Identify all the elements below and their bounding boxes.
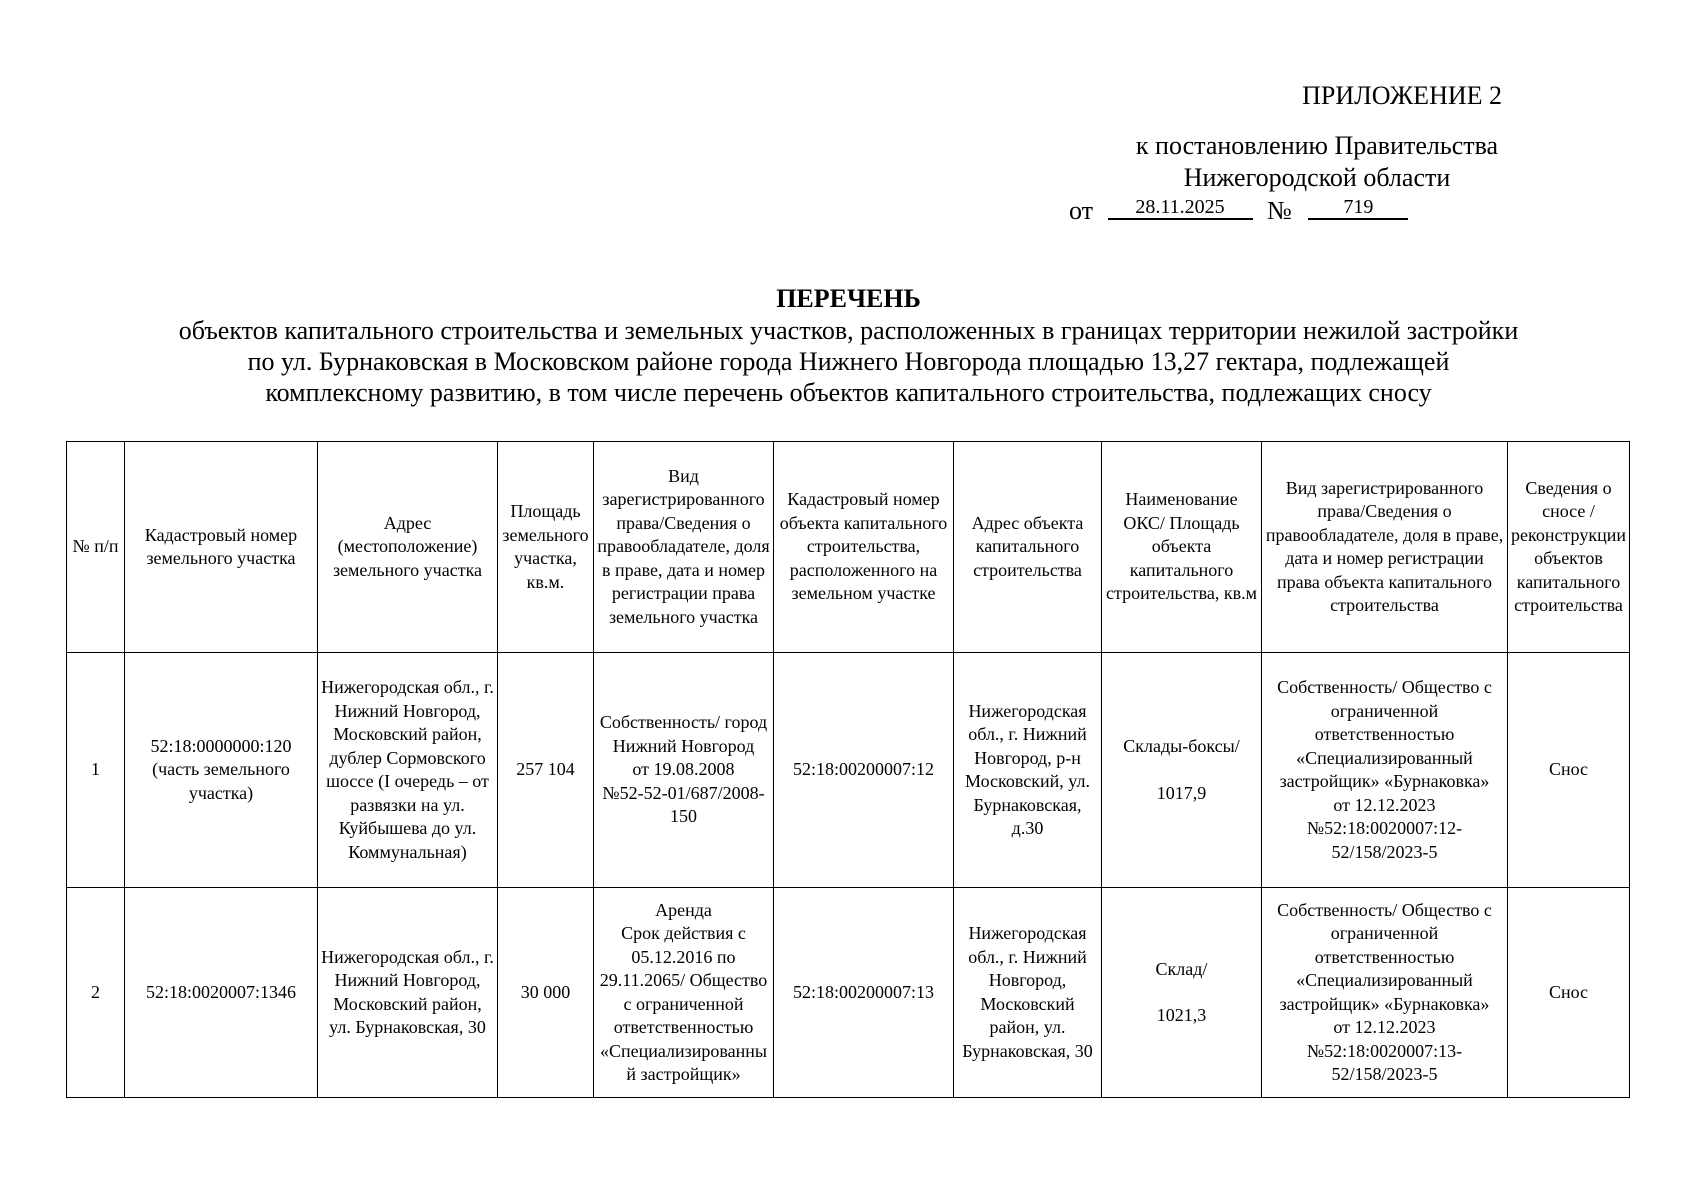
cell-oks-name-area: [1102, 888, 1262, 1098]
oks-name: Склады-боксы/: [1123, 736, 1240, 756]
header-land-address: Адрес (местоположение) земельного участка: [318, 442, 498, 653]
spacer: [1105, 981, 1258, 1004]
table-row: [67, 653, 1630, 888]
cell-land-address: Нижегородская обл., г. Нижний Новгород, Московский район, дублер Сормовского шоссе (I очередь – от развязки на ул. Куйбышева до ул. Коммунальная): [318, 653, 498, 888]
oks-right-regnum: №52:18:0020007:13-52/158/2023-5: [1306, 1040, 1463, 1084]
subtitle-line-1: объектов капитального строительства и земельных участков, расположенных в границах территории нежилой застройки: [178, 316, 1519, 345]
oks-right-date: от 12.12.2023: [1333, 794, 1436, 815]
cell-demolition: Снос: [1508, 653, 1630, 888]
land-right-regnum: №52-52-01/687/2008-150: [602, 782, 765, 827]
oks-area: 1021,3: [1156, 1005, 1207, 1025]
land-right-date: от 19.08.2008: [632, 759, 735, 780]
appendix-decree-line2: Нижегородской области: [1183, 163, 1451, 192]
cell-oks-right: [1262, 888, 1508, 1098]
oks-name: Склад/: [1155, 958, 1208, 979]
appendix-decree: [1107, 130, 1527, 194]
header-oks-cadastral: Кадастровый номер объекта капитального строительства, расположенного на земельном участке: [774, 442, 954, 653]
header-oks-name-area: Наименование ОКС/ Площадь объекта капитального строительства, кв.м: [1102, 442, 1262, 653]
header-land-right: Вид зарегистрированного права/Сведения о правообладателе, доля в праве, дата и номер регистрации права земельного участка: [594, 442, 774, 653]
cell-land-area: 30 000: [498, 888, 594, 1098]
document-title: ПЕРЕЧЕНЬ: [776, 284, 921, 313]
appendix-decree-line1: к постановлению Правительства: [1135, 131, 1499, 160]
land-right-type: Аренда: [655, 899, 712, 920]
header-land-cadastral: Кадастровый номер земельного участка: [125, 442, 318, 653]
cell-oks-right: [1262, 653, 1508, 888]
cell-oks-cadastral: 52:18:00200007:12: [774, 653, 954, 888]
header-oks-right: Вид зарегистрированного права/Сведения о правообладателе, доля в праве, дата и номер регистрации права объекта капитального строительства: [1262, 442, 1508, 653]
cell-oks-address: Нижегородская обл., г. Нижний Новгород, р-н Московский, ул. Бурнаковская, д.30: [954, 653, 1102, 888]
document-subtitle: [0, 315, 1697, 408]
header-demolition: Сведения о сносе / реконструкции объектов капитального строительства: [1508, 442, 1630, 653]
decree-date: 28.11.2025: [1108, 196, 1253, 220]
cell-num: 1: [67, 653, 125, 888]
document-heading: [0, 283, 1697, 408]
appendix-dateline: [1069, 195, 1489, 227]
cell-demolition: Снос: [1508, 888, 1630, 1098]
cell-land-cadastral: 52:18:0000000:120 (часть земельного участка): [125, 653, 318, 888]
cell-land-cadastral: 52:18:0020007:1346: [125, 888, 318, 1098]
oks-right-regnum: №52:18:0020007:12-52/158/2023-5: [1306, 818, 1463, 862]
cell-oks-name-area: [1102, 653, 1262, 888]
spacer: [1105, 759, 1258, 782]
land-right-term-holder: Срок действия с 05.12.2016 по 29.11.2065/ Общество с ограниченной ответственностью «Специализированный застройщик»: [599, 923, 768, 1084]
oks-right-holder: Собственность/ Общество с ограниченной ответственностью «Специализированный застройщик» «Бурнаковка»: [1277, 899, 1492, 1014]
oks-right-date: от 12.12.2023: [1333, 1017, 1436, 1037]
cell-land-right: [594, 653, 774, 888]
date-prefix: от: [1069, 196, 1094, 225]
cell-land-area: 257 104: [498, 653, 594, 888]
number-prefix: №: [1267, 196, 1292, 225]
cell-oks-cadastral: 52:18:00200007:13: [774, 888, 954, 1098]
cell-oks-address: Нижегородская обл., г. Нижний Новгород, Московский район, ул. Бурнаковская, 30: [954, 888, 1102, 1098]
header-land-area: Площадь земельного участка, кв.м.: [498, 442, 594, 653]
header-num: № п/п: [67, 442, 125, 653]
objects-table: [66, 441, 1630, 1098]
appendix-title: ПРИЛОЖЕНИЕ 2: [1302, 81, 1502, 110]
subtitle-line-2: по ул. Бурнаковская в Московском районе города Нижнего Новгорода площадью 13,27 гектара, подлежащей: [247, 347, 1450, 376]
cell-land-address: Нижегородская обл., г. Нижний Новгород, Московский район, ул. Бурнаковская, 30: [318, 888, 498, 1098]
decree-number: 719: [1308, 196, 1408, 220]
cell-land-right: [594, 888, 774, 1098]
cell-num: 2: [67, 888, 125, 1098]
table-row: [67, 888, 1630, 1098]
oks-area: 1017,9: [1156, 782, 1207, 803]
subtitle-line-3: комплексному развитию, в том числе перечень объектов капитального строительства, подлежащих сносу: [265, 378, 1432, 407]
land-right-holder: Собственность/ город Нижний Новгород: [599, 712, 768, 756]
table-header-row: [67, 442, 1630, 653]
header-oks-address: Адрес объекта капитального строительства: [954, 442, 1102, 653]
oks-right-holder: Собственность/ Общество с ограниченной ответственностью «Специализированный застройщик» «Бурнаковка»: [1277, 677, 1492, 791]
